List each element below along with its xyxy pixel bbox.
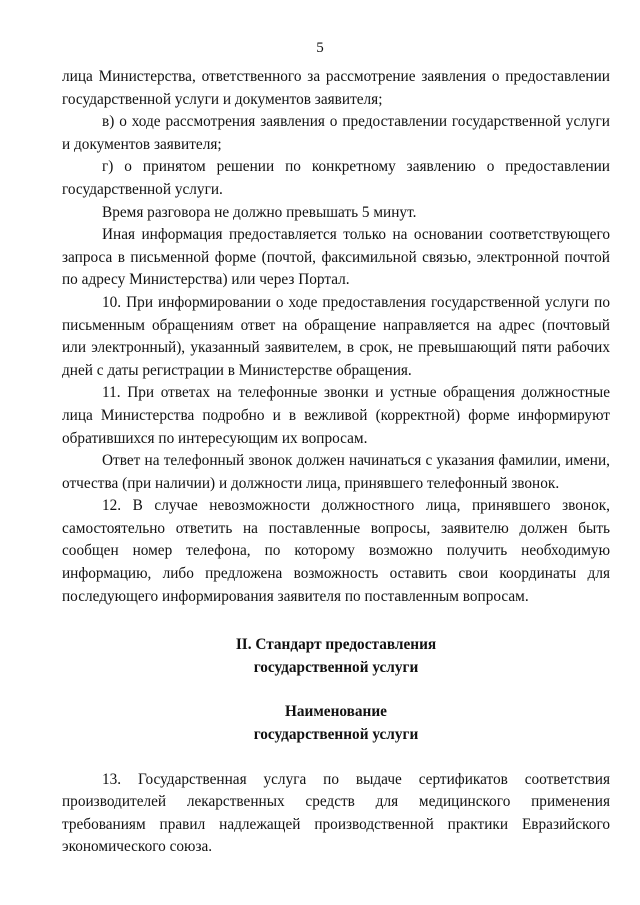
subheading	[62, 701, 610, 746]
spacer	[62, 608, 610, 634]
section-heading	[62, 634, 610, 679]
paragraph-item-g: г) о принятом решении по конкретному заявлению о предоставлении государственной услуги.	[62, 158, 610, 198]
paragraph-item-v: в) о ходе рассмотрения заявления о предоставлении государственной услуги и документов заявителя;	[62, 113, 610, 153]
document-body	[62, 66, 610, 859]
subheading-line1: Наименование	[285, 703, 387, 721]
paragraph-12: 12. В случае невозможности должностного лица, принявшего звонок, самостоятельно ответить на поставленные вопросы, заявителю должен быть сообщен номер телефона, по которому возможно получить необходимую информацию, либо предложена возможность оставить свои координаты для последующего информирования заявителя по поставленным вопросам.	[62, 497, 610, 605]
paragraph-10: 10. При информировании о ходе предоставления государственной услуги по письменным обращениям ответ на обращение направляется на адрес (почтовый или электронный), указанный заявителем, в срок, не превышающий пяти рабочих дней с даты регистрации в Министерстве обращения.	[62, 293, 610, 379]
page-number: 5	[316, 40, 324, 56]
paragraph-11: 11. При ответах на телефонные звонки и устные обращения должностные лица Министерства подробно и в вежливой (корректной) форме информируют обратившихся по интересующим их вопросам.	[62, 384, 610, 447]
paragraph-13: 13. Государственная услуга по выдаче сертификатов соответствия производителей лекарственных средств для медицинского применения требованиям правил надлежащей производственной практики Евразийского экономического союза.	[62, 770, 610, 856]
section-heading-line2: государственной услуги	[253, 658, 419, 676]
subheading-line2: государственной услуги	[253, 726, 419, 744]
spacer	[62, 679, 610, 701]
paragraph-other-info: Иная информация предоставляется только на основании соответствующего запроса в письменной форме (почтой, факсимильной связью, электронной почтой по адресу Министерства) или через Портал.	[62, 226, 610, 289]
paragraph-continuation: лица Министерства, ответственного за рассмотрение заявления о предоставлении государственной услуги и документов заявителя;	[62, 68, 610, 108]
section-heading-line1: II. Стандарт предоставления	[235, 636, 437, 654]
paragraph-phone-answer: Ответ на телефонный звонок должен начинаться с указания фамилии, имени, отчества (при наличии) и должности лица, принявшего телефонный звонок.	[62, 452, 610, 492]
spacer	[62, 747, 610, 769]
paragraph-call-duration: Время разговора не должно превышать 5 минут.	[102, 203, 417, 221]
